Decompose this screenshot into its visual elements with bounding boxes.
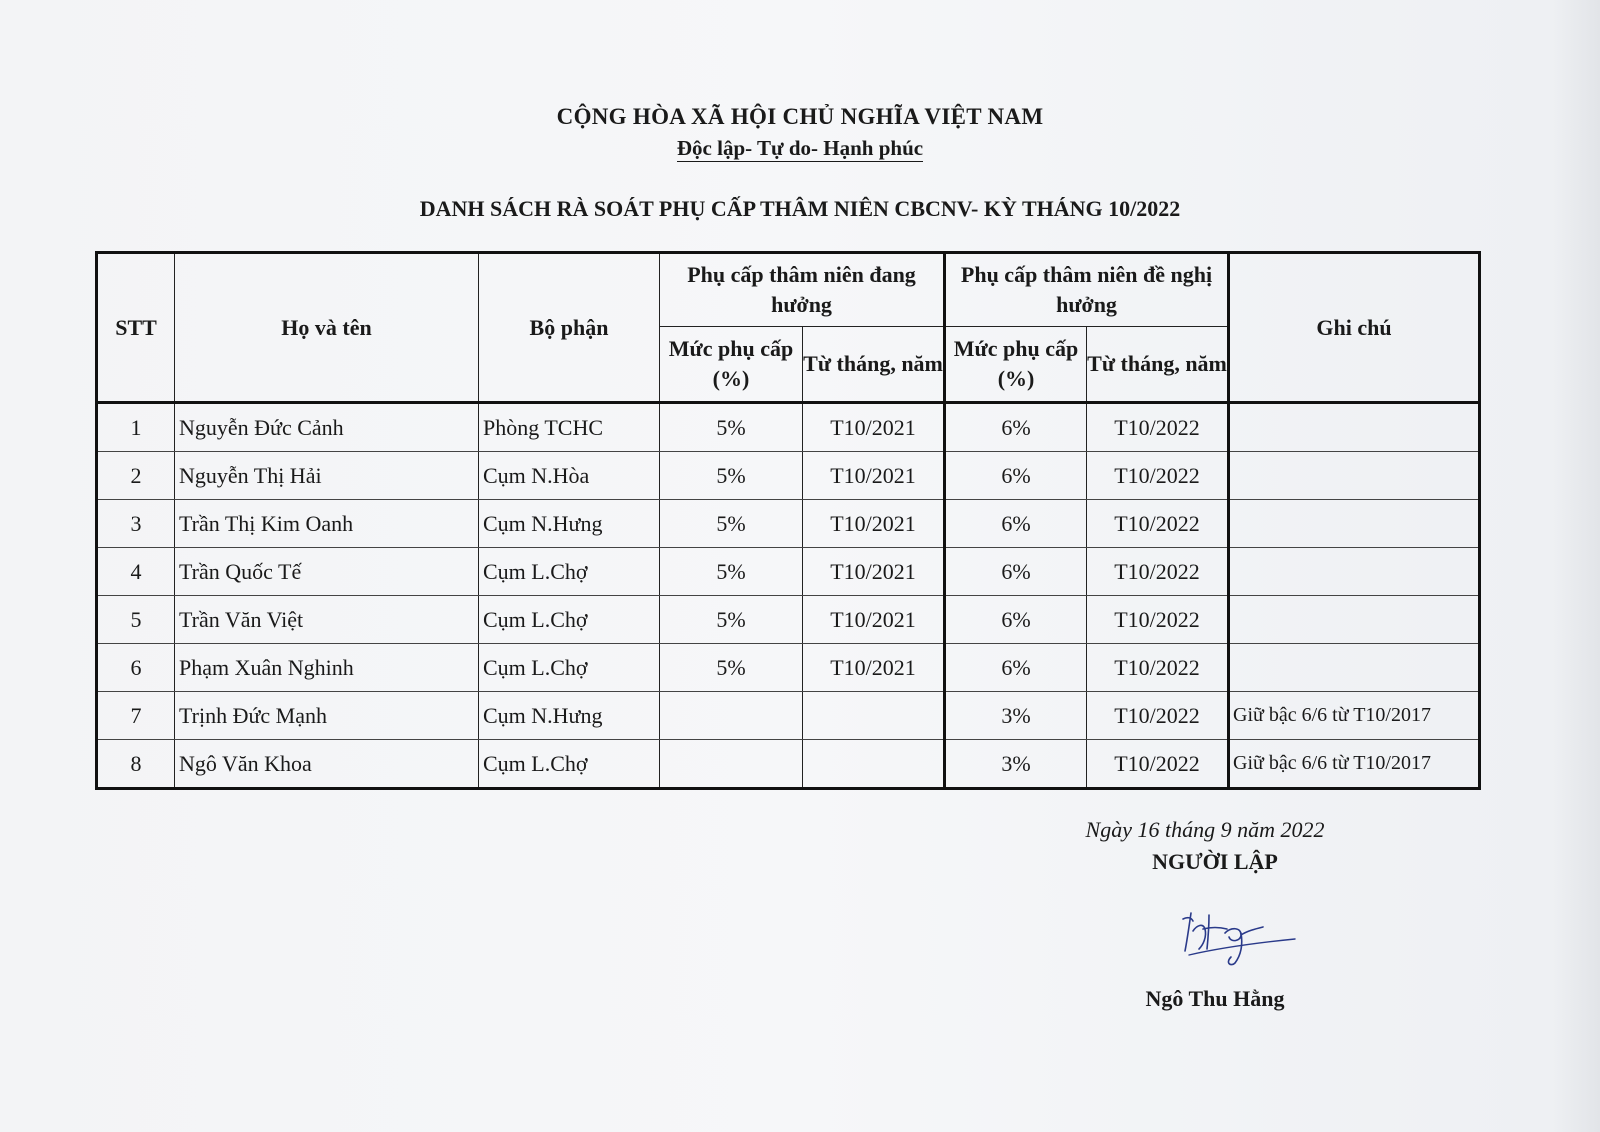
cell-dept: Cụm L.Chợ xyxy=(479,548,660,596)
cell-note xyxy=(1229,403,1480,452)
cell-note: Giữ bậc 6/6 từ T10/2017 xyxy=(1229,740,1480,789)
cell-name: Nguyễn Đức Cảnh xyxy=(175,403,479,452)
cell-proposed-from: T10/2022 xyxy=(1087,644,1229,692)
cell-name: Trần Quốc Tế xyxy=(175,548,479,596)
cell-stt: 7 xyxy=(97,692,175,740)
col-header-name: Họ và tên xyxy=(175,253,479,403)
cell-name: Trịnh Đức Mạnh xyxy=(175,692,479,740)
table-row xyxy=(97,452,1480,500)
cell-proposed-from: T10/2022 xyxy=(1087,596,1229,644)
cell-proposed-rate: 6% xyxy=(945,548,1087,596)
table-row xyxy=(97,644,1480,692)
cell-note xyxy=(1229,500,1480,548)
col-header-proposed-from: Từ tháng, năm xyxy=(1087,327,1229,403)
col-header-current-rate: Mức phụ cấp (%) xyxy=(660,327,803,403)
cell-note xyxy=(1229,452,1480,500)
cell-proposed-rate: 3% xyxy=(945,740,1087,789)
col-header-proposed-rate: Mức phụ cấp (%) xyxy=(945,327,1087,403)
col-header-current-allowance: Phụ cấp thâm niên đang hưởng xyxy=(660,253,945,327)
cell-dept: Cụm N.Hưng xyxy=(479,500,660,548)
col-header-current-from: Từ tháng, năm xyxy=(803,327,945,403)
cell-current-from: T10/2021 xyxy=(803,596,945,644)
cell-dept: Cụm L.Chợ xyxy=(479,596,660,644)
cell-proposed-from: T10/2022 xyxy=(1087,403,1229,452)
cell-current-from: T10/2021 xyxy=(803,644,945,692)
cell-current-rate: 5% xyxy=(660,452,803,500)
allowance-table xyxy=(95,251,1481,790)
cell-current-from xyxy=(803,740,945,789)
table-row xyxy=(97,548,1480,596)
col-header-dept: Bộ phận xyxy=(479,253,660,403)
cell-proposed-rate: 6% xyxy=(945,452,1087,500)
cell-stt: 2 xyxy=(97,452,175,500)
cell-current-rate xyxy=(660,740,803,789)
document-title: DANH SÁCH RÀ SOÁT PHỤ CẤP THÂM NIÊN CBCNV- KỲ THÁNG 10/2022 xyxy=(419,196,1181,221)
cell-name: Nguyễn Thị Hải xyxy=(175,452,479,500)
cell-current-rate xyxy=(660,692,803,740)
cell-current-from: T10/2021 xyxy=(803,548,945,596)
signing-date: Ngày 16 tháng 9 năm 2022 xyxy=(1085,817,1325,842)
cell-note xyxy=(1229,596,1480,644)
cell-proposed-from: T10/2022 xyxy=(1087,452,1229,500)
cell-stt: 5 xyxy=(97,596,175,644)
cell-stt: 1 xyxy=(97,403,175,452)
cell-dept: Cụm N.Hưng xyxy=(479,692,660,740)
cell-stt: 8 xyxy=(97,740,175,789)
cell-note xyxy=(1229,644,1480,692)
cell-stt: 6 xyxy=(97,644,175,692)
table-row xyxy=(97,500,1480,548)
cell-proposed-rate: 6% xyxy=(945,596,1087,644)
cell-current-rate: 5% xyxy=(660,644,803,692)
national-motto xyxy=(0,136,1600,161)
cell-proposed-from: T10/2022 xyxy=(1087,692,1229,740)
cell-current-from xyxy=(803,692,945,740)
cell-current-rate: 5% xyxy=(660,596,803,644)
col-header-stt: STT xyxy=(97,253,175,403)
cell-proposed-rate: 6% xyxy=(945,500,1087,548)
table-row xyxy=(97,692,1480,740)
cell-dept: Cụm L.Chợ xyxy=(479,740,660,789)
table-row xyxy=(97,403,1480,452)
cell-current-from: T10/2021 xyxy=(803,403,945,452)
cell-current-from: T10/2021 xyxy=(803,452,945,500)
cell-stt: 4 xyxy=(97,548,175,596)
cell-dept: Phòng TCHC xyxy=(479,403,660,452)
col-header-proposed-allowance: Phụ cấp thâm niên đề nghị hưởng xyxy=(945,253,1229,327)
cell-note xyxy=(1229,548,1480,596)
cell-proposed-from: T10/2022 xyxy=(1087,500,1229,548)
cell-proposed-rate: 6% xyxy=(945,403,1087,452)
cell-current-from: T10/2021 xyxy=(803,500,945,548)
motto-text: Độc lập- Tự do- Hạnh phúc xyxy=(676,136,924,160)
cell-stt: 3 xyxy=(97,500,175,548)
col-header-note: Ghi chú xyxy=(1229,253,1480,403)
cell-proposed-from: T10/2022 xyxy=(1087,548,1229,596)
cell-proposed-rate: 3% xyxy=(945,692,1087,740)
signer-name: Ngô Thu Hằng xyxy=(1145,986,1285,1011)
table-row xyxy=(97,596,1480,644)
national-title: CỘNG HÒA XÃ HỘI CHỦ NGHĨA VIỆT NAM xyxy=(556,104,1044,129)
cell-dept: Cụm L.Chợ xyxy=(479,644,660,692)
signer-role: NGƯỜI LẬP xyxy=(1152,849,1278,874)
cell-name: Trần Thị Kim Oanh xyxy=(175,500,479,548)
cell-name: Ngô Văn Khoa xyxy=(175,740,479,789)
cell-current-rate: 5% xyxy=(660,403,803,452)
cell-current-rate: 5% xyxy=(660,548,803,596)
table-row xyxy=(97,740,1480,789)
cell-name: Trần Văn Việt xyxy=(175,596,479,644)
cell-note: Giữ bậc 6/6 từ T10/2017 xyxy=(1229,692,1480,740)
cell-name: Phạm Xuân Nghinh xyxy=(175,644,479,692)
cell-current-rate: 5% xyxy=(660,500,803,548)
cell-dept: Cụm N.Hòa xyxy=(479,452,660,500)
cell-proposed-rate: 6% xyxy=(945,644,1087,692)
handwritten-signature xyxy=(1175,905,1305,975)
cell-proposed-from: T10/2022 xyxy=(1087,740,1229,789)
